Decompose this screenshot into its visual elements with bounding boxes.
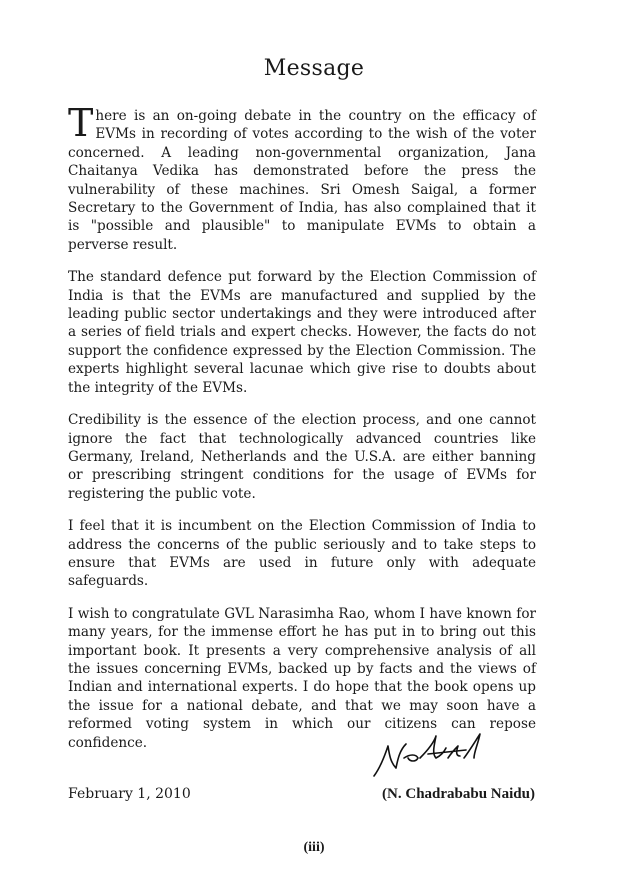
page-number: (iii): [303, 840, 325, 855]
page-title: Message: [263, 56, 365, 81]
drop-cap: T: [68, 101, 94, 145]
message-body: [68, 101, 536, 766]
paragraph-1: [68, 101, 536, 254]
handwritten-signature: [370, 728, 500, 784]
paragraph-3: Credibility is the essence of the election process, and one cannot ignore the fact that technologically advanced countries like Germany, Ireland, Netherlands and the U.S.A. are either banning or prescribing stringent conditions for the usage of EVMs for registering the public vote.: [68, 412, 536, 502]
signer-name: (N. Chadrababu Naidu): [382, 786, 535, 802]
date: February 1, 2010: [68, 786, 191, 802]
paragraph-1-text: here is an on-going debate in the country on the efficacy of EVMs in recording of votes according to the wish of the voter concerned. A leading non-governmental organization, Jana Chaitanya Vedika has demonstrated before the press the vulnerability of these machines. Sri Omesh Saigal, a former Secretary to the Government of India, has also complained that it is "possible and plausible" to manipulate EVMs to obtain a perverse result.: [68, 108, 536, 253]
paragraph-4: I feel that it is incumbent on the Election Commission of India to address the concerns of the public seriously and to take steps to ensure that EVMs are used in future only with adequate safeguards.: [68, 518, 536, 590]
paragraph-2: The standard defence put forward by the Election Commission of India is that the EVMs are manufactured and supplied by the leading public sector undertakings and they were introduced after a series of field trials and expert checks. However, the facts do not support the confidence expressed by the Election Commission. The experts highlight several lacunae which give rise to doubts about the integrity of the EVMs.: [68, 269, 536, 396]
paragraph-5: I wish to congratulate GVL Narasimha Rao, whom I have known for many years, for the immense effort he has put in to bring out this important book. It presents a very comprehensive analysis of all the issues concerning EVMs, backed up by facts and the views of Indian and international experts. I do hope that the book opens up the issue for a national debate, and that we may soon have a reformed voting system in which our citizens can repose confidence.: [68, 605, 536, 751]
